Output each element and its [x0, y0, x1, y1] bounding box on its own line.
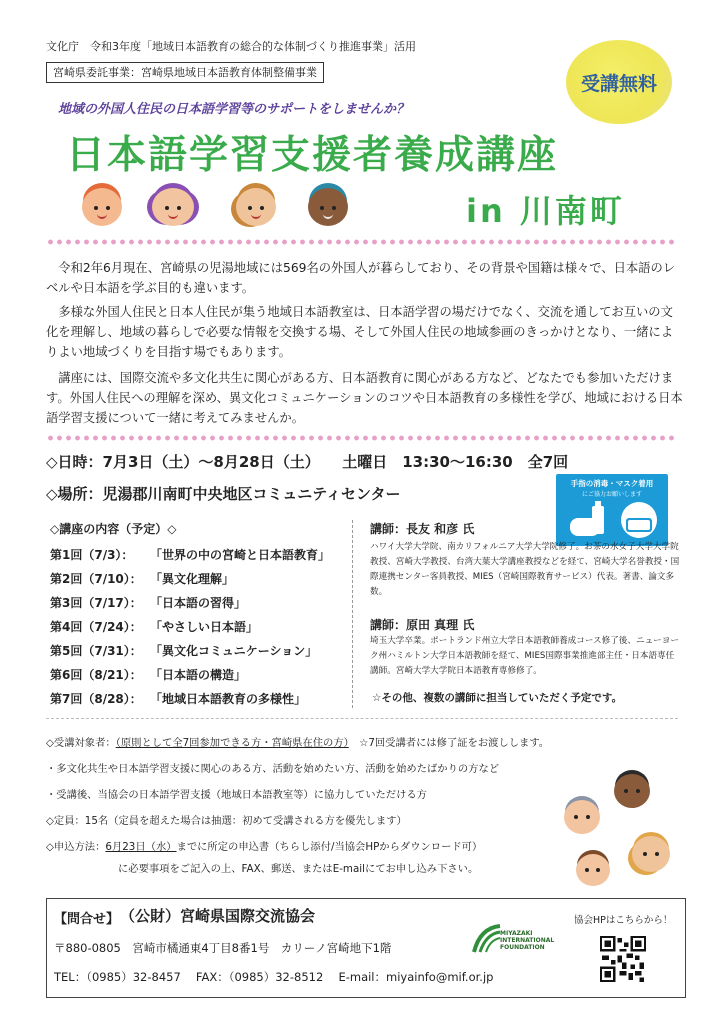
- apply-detail: までに所定の申込書（ちらし添付/当協会HPからダウンロード可）: [176, 841, 483, 853]
- lesson-title: 「異文化コミュニケーション」: [150, 644, 318, 658]
- lesson-number: 第5回（7/31）：: [50, 644, 142, 658]
- lesson-number: 第7回（8/28）：: [50, 692, 142, 706]
- lesson-item: [50, 690, 306, 708]
- people-illustration-2: [564, 800, 600, 834]
- instructor-1-name: 講師：長友 和彦 氏: [370, 522, 475, 536]
- face-illustration-2: [152, 188, 194, 226]
- sanitizer-icon: [564, 500, 612, 540]
- target-label: ◇受講対象者：: [46, 737, 116, 749]
- free-badge: [566, 40, 672, 124]
- datetime-info: ◇日時：7月3日（土）～8月28日（土） 土曜日 13:30～16:30 全7回: [46, 453, 569, 471]
- face-illustration-3: [236, 188, 276, 226]
- free-badge-text: 受講無料: [580, 72, 657, 95]
- lesson-item: [50, 618, 258, 636]
- column-divider: [352, 520, 353, 708]
- lesson-title: 「日本語の構造」: [150, 668, 247, 682]
- page-subtitle: in 川南町: [466, 192, 625, 230]
- instructor-2-name: 講師：原田 真理 氏: [370, 618, 475, 632]
- commission-label: 宮崎県委託事業：宮崎県地域日本語教育体制整備事業: [46, 62, 324, 83]
- people-illustration-4: [576, 854, 610, 886]
- instructor-1-bio: ハワイ大学大学院、南カリフォルニア大学大学院修了。お茶の水女子大学大学院教授、宮崎大学教授、台湾大葉大学講座教授などを経て、宮崎大学名誉教授・国際連携センター客員教授、MIES（宮崎国際教育サービス）代表。著書、論文多数。: [370, 542, 680, 597]
- lesson-number: 第3回（7/17）：: [50, 596, 142, 610]
- qr-code-icon[interactable]: [600, 936, 646, 982]
- people-illustration-1: [614, 774, 650, 808]
- capacity-label: ◇定員：15名: [46, 815, 109, 827]
- lesson-item: [50, 642, 317, 660]
- logo-line-3: FOUNDATION: [500, 944, 545, 951]
- lesson-number: 第1回（7/3）：: [50, 548, 134, 562]
- application-method-2: に必要事項をご記入の上、FAX、郵送、またはE-mailにてお申し込み下さい。: [118, 863, 479, 875]
- contact-phone-fax-email: TEL：（0985）32-8457 FAX：（0985）32-8512 E-mail：miyainfo@mif.or.jp: [54, 970, 494, 984]
- intro-paragraph-2: 多様な外国人住民と日本人住民が集う地域日本語教室は、日本語学習の場だけでなく、交流を通してお互いの文化を理解し、地域の暮らしで必要な情報を交換する場、そして外国人住民の地域参画のきっかけとなり、一緒によりよい地域づくりを目指す場でもあります。: [46, 305, 674, 359]
- homepage-label: 協会HPはこちらから！: [574, 915, 673, 926]
- logo-line-1: MIYAZAKI: [500, 930, 533, 937]
- lesson-title: 「世界の中の宮崎と日本語教育」: [150, 548, 331, 562]
- people-illustration-3: [632, 836, 670, 872]
- lesson-title: 「日本語の習得」: [150, 596, 247, 610]
- lesson-title: 「やさしい日本語」: [150, 620, 259, 634]
- capacity-note: （定員を超えた場合は抽選：初めて受講される方を優先します）: [108, 815, 407, 827]
- eligibility-2: ・受講後、当協会の日本語学習支援（地域日本語教室等）に協力していただける方: [46, 789, 427, 801]
- contact-address: 〒880-0805 宮崎市橘通東4丁目8番1号 カリーノ宮崎地下1階: [54, 941, 392, 955]
- lead-question: 地域の外国人住民の日本語学習等のサポートをしませんか？: [58, 102, 410, 117]
- application-method: [46, 838, 482, 853]
- foundation-logo-text: [500, 930, 554, 951]
- target-condition: （原則として全7回参加できる方・宮崎県在住の方）: [115, 737, 349, 749]
- intro-paragraph-1: 令和2年6月現在、宮崎県の児湯地域には569名の外国人が暮らしており、その背景や国籍は様々で、日本語のレベルや日本語を学ぶ目的も違います。: [46, 261, 676, 295]
- dotted-divider-middle: [46, 434, 678, 442]
- face-illustration-4: [308, 188, 348, 226]
- face-illustration-1: [82, 188, 122, 226]
- lesson-item: [50, 570, 234, 588]
- mask-notice-title: 手指の消毒・マスク着用: [570, 479, 654, 488]
- lesson-number: 第4回（7/24）：: [50, 620, 142, 634]
- apply-deadline: 6月23日（水）: [105, 841, 177, 853]
- mask-notice: [556, 474, 668, 546]
- dotted-divider-top: [46, 238, 678, 246]
- lesson-number: 第6回（8/21）：: [50, 668, 142, 682]
- instructor-2-bio: 埼玉大学卒業。ポートランド州立大学日本語教師養成コース修了後、ニューヨーク州ハミルトン大学日本語教師を経て、MIES国際事業推進部主任・日本語専任講師。宮崎大学大学院日本語教育専修修了。: [370, 636, 679, 676]
- target-audience: [46, 734, 549, 749]
- other-instructors-note: ☆その他、複数の講師に担当していただく予定です。: [372, 692, 623, 704]
- page-title: 日本語学習支援者養成講座: [66, 133, 559, 178]
- lesson-item: [50, 666, 246, 684]
- mask-notice-subtitle: にご協力お願いします: [581, 491, 642, 498]
- lesson-item: [50, 546, 330, 564]
- certificate-note: ☆7回受講者には修了証をお渡しします。: [359, 737, 550, 749]
- mask-icon: [616, 500, 662, 540]
- contact-label: 【問合せ】: [54, 912, 120, 927]
- lesson-title: 「地域日本語教育の多様性」: [150, 692, 307, 706]
- contact-organization: （公財）宮崎県国際交流協会: [120, 907, 316, 925]
- logo-line-2: INTERNATIONAL: [500, 937, 555, 944]
- lesson-title: 「異文化理解」: [150, 572, 235, 586]
- capacity-info: [46, 812, 407, 827]
- lesson-number: 第2回（7/10）：: [50, 572, 142, 586]
- eligibility-1: ・多文化共生や日本語学習支援に関心のある方、活動を始めたい方、活動を始めたばかりの方など: [46, 763, 500, 775]
- course-heading: ◇講座の内容（予定）◇: [50, 522, 177, 536]
- lesson-item: [50, 594, 246, 612]
- venue-info: ◇場所：児湯郡川南町中央地区コミュニティセンター: [46, 485, 401, 503]
- intro-paragraph-3: 講座には、国際交流や多文化共生に関心がある方、日本語教育に関心がある方など、どなたでも参加いただけます。外国人住民への理解を深め、異文化コミュニケーションのコツや日本語教育の多様性を学び、地域における日本語学習支援について一緒に考えてみませんか。: [46, 371, 683, 425]
- section-separator: [46, 718, 678, 719]
- apply-label: ◇申込方法：: [46, 841, 106, 853]
- sponsor-line: 文化庁 令和3年度「地域日本語教育の総合的な体制づくり推進事業」活用: [46, 40, 416, 53]
